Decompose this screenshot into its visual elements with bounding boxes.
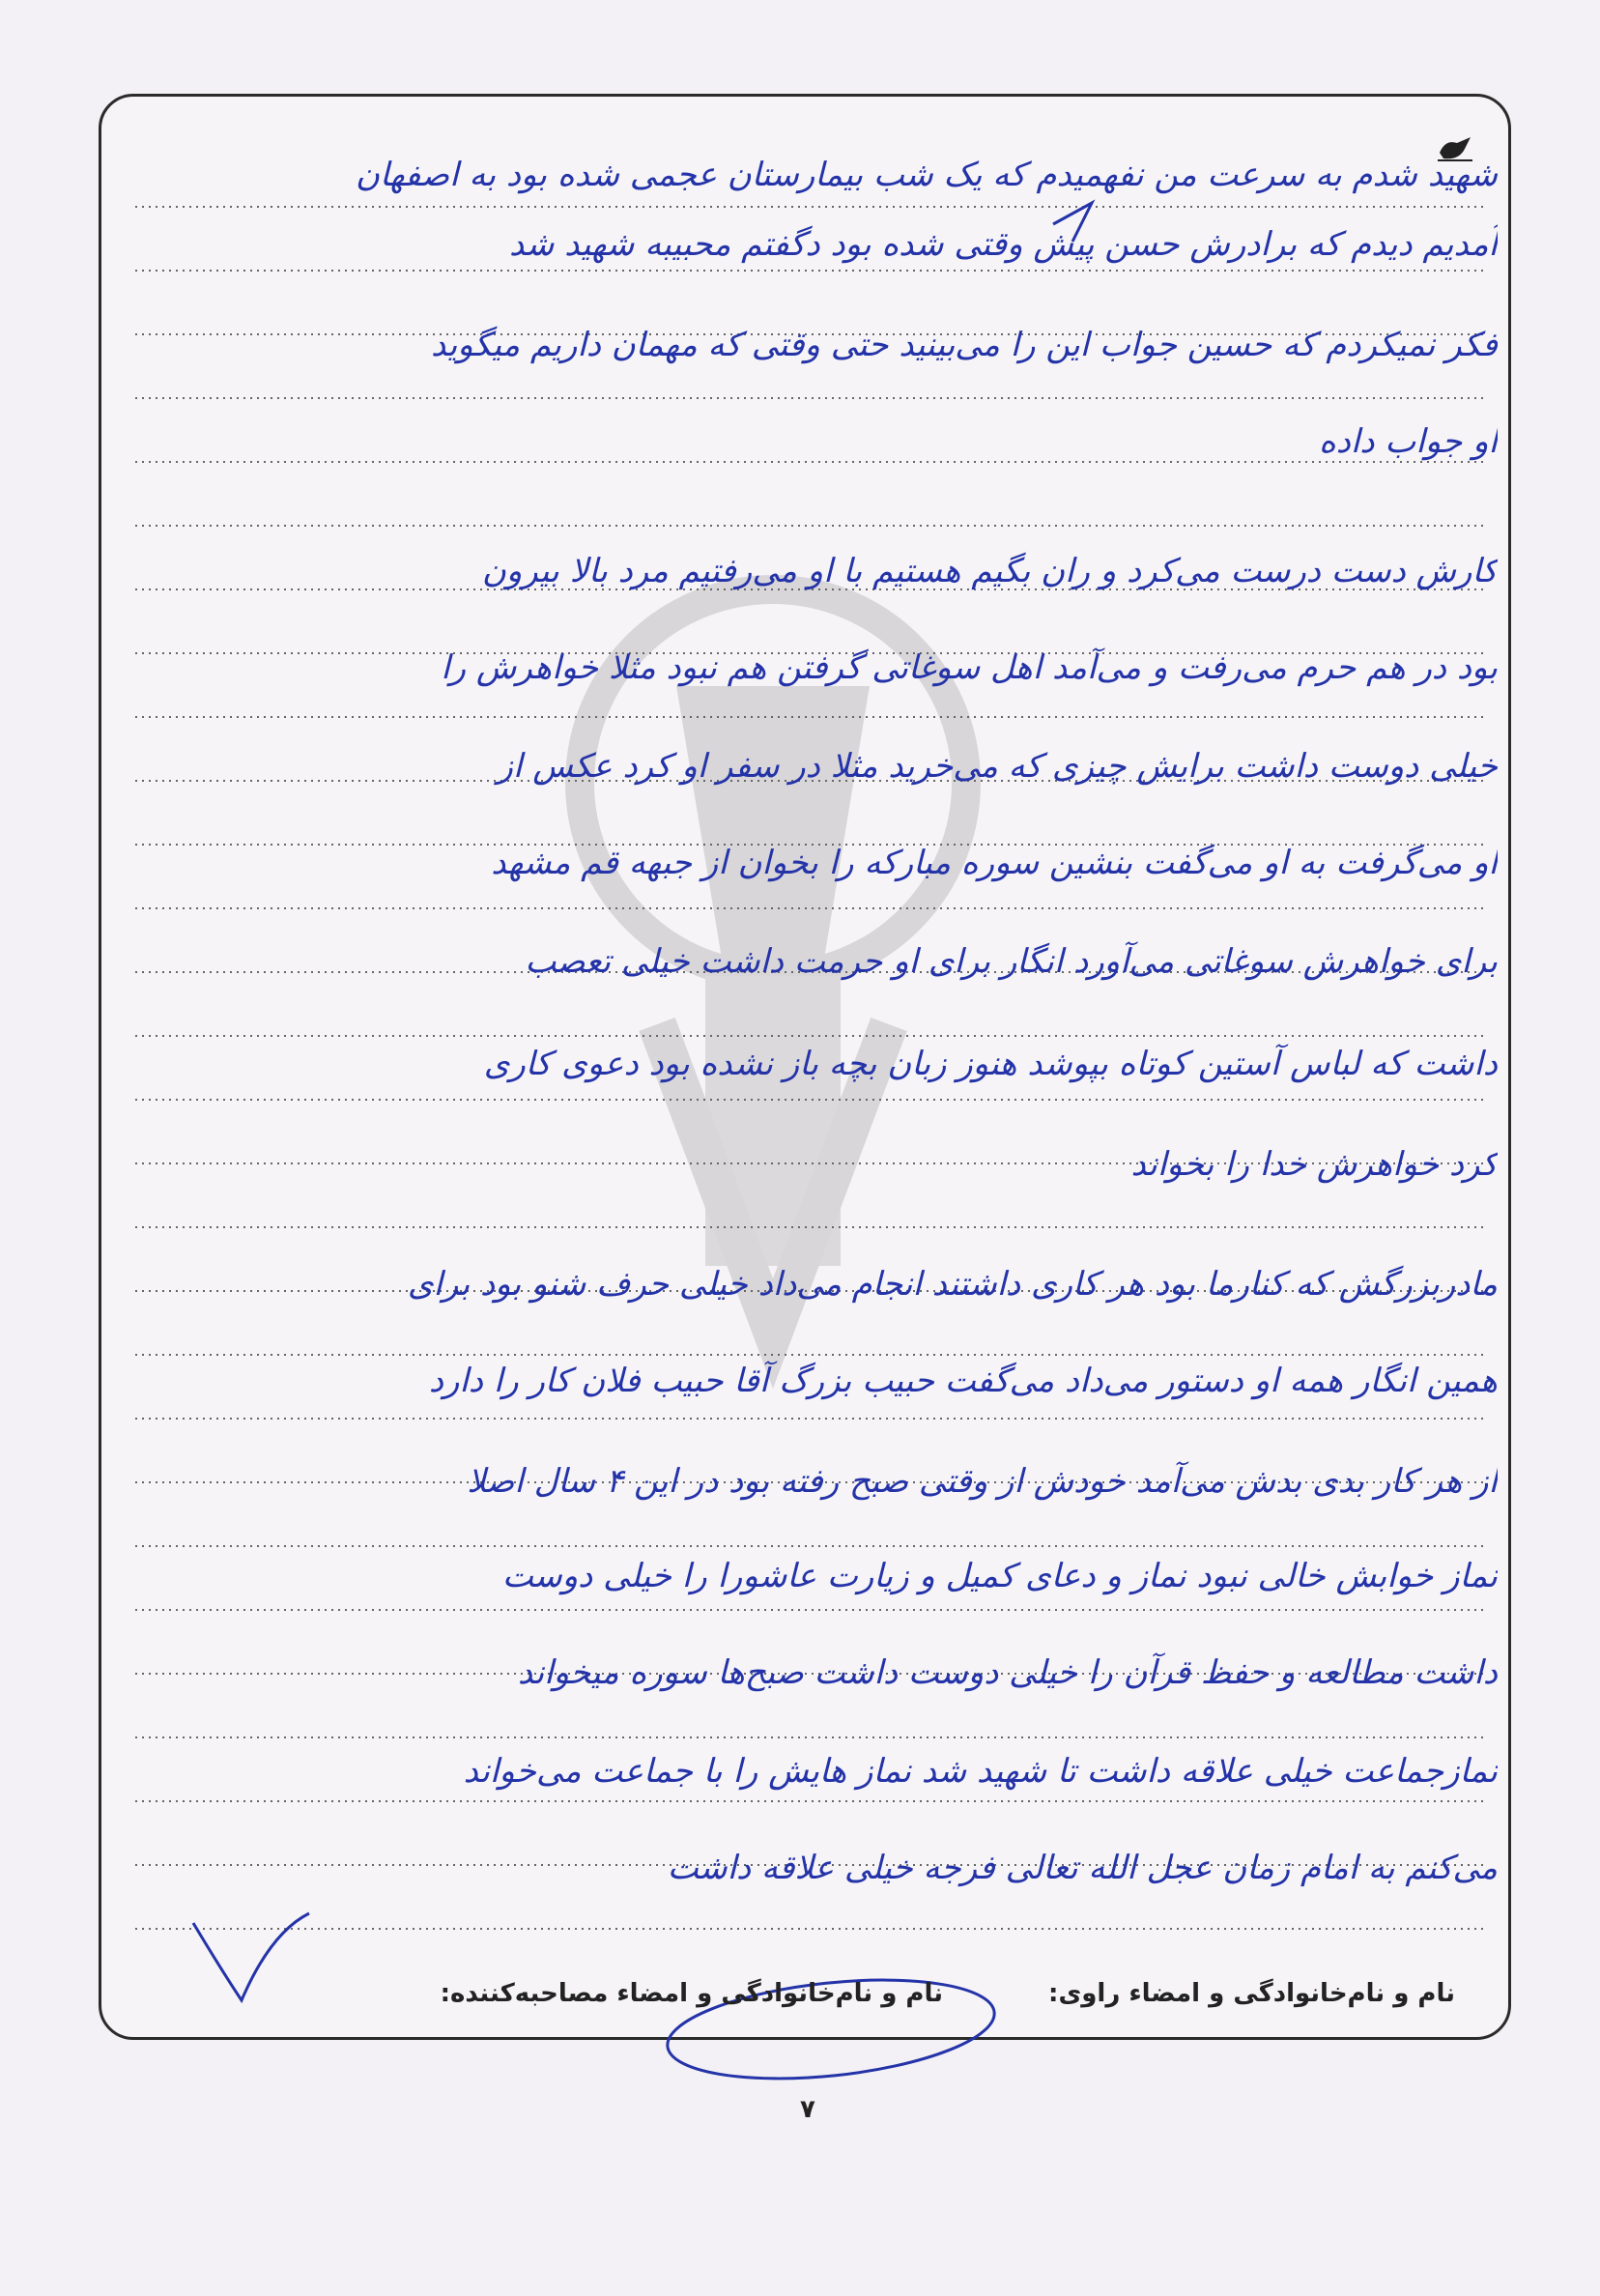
handwritten-line: داشت مطالعه و حفظ قرآن را خیلی دوست داشت صبح‌ها سوره میخواند (517, 1653, 1498, 1692)
handwritten-line: بود در هم حرم می‌رفت و می‌آمد اهل سوغاتی گرفتن هم نبود مثلا خواهرش را (441, 648, 1498, 687)
handwritten-line: کارش دست درست می‌کرد و ران بگیم هستیم با او می‌رفتیم مرد بالا بیرون (481, 552, 1498, 590)
handwritten-line: داشت که لباس آستین کوتاه بپوشد هنوز زبان بچه باز نشده بود دعوی کاری (483, 1045, 1498, 1083)
handwritten-line: همین انگار همه او دستور می‌داد می‌گفت حبیب بزرگ آقا حبیب فلان کار را دارد (428, 1362, 1498, 1400)
interviewer-signature-label: نام و نام‌خانوادگی و امضاء مصاحبه‌کننده: (440, 1979, 943, 2008)
handwritten-line: خیلی دوست داشت برایش چیزی که می‌خرید مثلا در سفر او کرد عکس از (497, 747, 1498, 786)
handwritten-line: برای خواهرش سوغاتی می‌آورد انگار برای او حرمت داشت خیلی تعصب (525, 942, 1498, 981)
handwritten-line: از هر کار بدی بدش می‌آمد خودش از وقتی صبح رفته بود در این ۴ سال اصلا (467, 1462, 1498, 1501)
page-number: ۷ (800, 2095, 815, 2124)
handwritten-line: نمازجماعت خیلی علاقه داشت تا شهید شد نماز هایش را با جماعت می‌خواند (463, 1752, 1498, 1791)
handwritten-line: او می‌گرفت به او می‌گفت بنشین سوره مبارکه را بخوان از جبهه قم مشهد (491, 844, 1498, 882)
handwritten-line: آمدیم دیدم که برادرش حسن پیش وقتی شده بود دگفتم محبیبه شهید شد (508, 225, 1498, 264)
handwritten-line: او جواب داده (1318, 422, 1498, 461)
handwritten-line: می‌کنم به امام زمان عجل الله تعالی فرجه خیلی علاقه داشت (667, 1849, 1498, 1887)
narrator-signature-label: نام و نام‌خانوادگی و امضاء راوی: (1048, 1979, 1455, 2008)
handwritten-line: کرد خواهرش خدا را بخواند (1130, 1145, 1498, 1184)
handwritten-line: نماز خوابش خالی نبود نماز و دعای کمیل و زیارت عاشورا را خیلی دوست (501, 1557, 1498, 1595)
handwritten-line: مادربزرگش که کنارما بود هر کاری داشتند انجام می‌داد خیلی حرف شنو بود برای (407, 1265, 1498, 1304)
handwritten-line: شهید شدم به سرعت من نفهمیدم که یک شب بیمارستان عجمی شده بود به اصفهان (356, 156, 1498, 194)
handwritten-line: فکر نمیکردم که حسین جواب این را می‌بینید حتی وقتی که مهمان داریم میگوید (430, 326, 1498, 364)
